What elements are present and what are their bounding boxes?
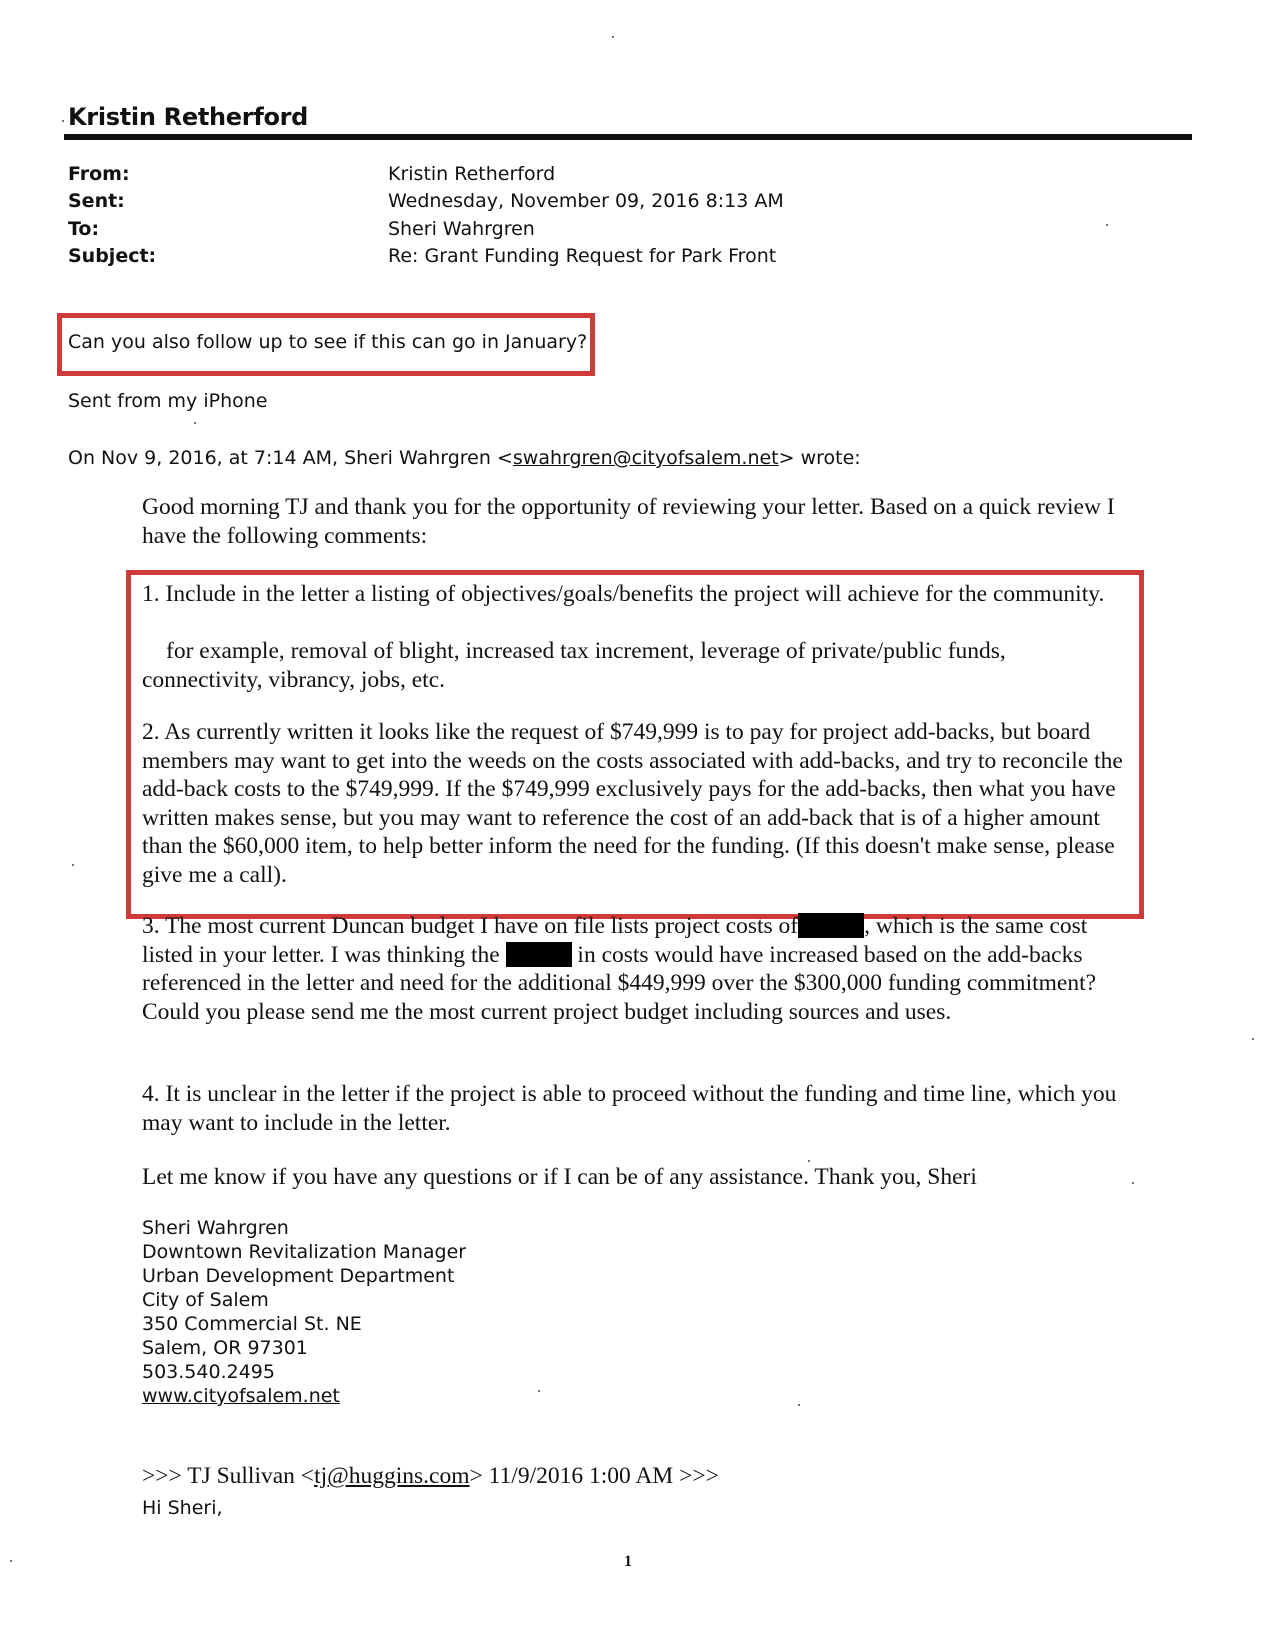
quoted-email-link[interactable]: tj@huggins.com	[314, 1463, 470, 1489]
sent-label: Sent:	[68, 190, 125, 212]
heading-rule	[64, 134, 1192, 140]
scan-speck	[194, 422, 196, 424]
comment-4: 4. It is unclear in the letter if the project is able to proceed without the funding and time line, which you may want to include in the letter.	[142, 1081, 1117, 1136]
comment-3-part3: in costs would have increased based on the add-backs referenced in the letter and need for the additional $449,999 over the $300,000 funding commitment? Could you please send me the most current project budget including sources and uses.	[142, 941, 1097, 1025]
from-label: From:	[68, 163, 130, 185]
quoted-header-suffix: > 11/9/2016 1:00 AM >>>	[469, 1463, 719, 1489]
signature-title: Downtown Revitalization Manager	[142, 1241, 467, 1263]
redaction-bar	[798, 913, 864, 938]
comment-3-part2: , which is the same cost listed in your letter. I was thinking the	[142, 913, 1088, 968]
signature-phone: 503.540.2495	[142, 1361, 275, 1383]
comment-3-part1: 3. The most current Duncan budget I have on file lists project costs of	[142, 913, 799, 939]
redaction-bar	[506, 942, 572, 967]
signature-name: Sheri Wahrgren	[142, 1217, 289, 1239]
signature-website-link[interactable]: www.cityofsalem.net	[142, 1385, 340, 1407]
greeting-paragraph: Good morning TJ and thank you for the opportunity of reviewing your letter. Based on a quick review I have the following comments:	[142, 494, 1115, 549]
quote-intro-email-link[interactable]: swahrgren@cityofsalem.net	[512, 447, 779, 469]
scan-speck	[1106, 224, 1108, 226]
sent-from-line: Sent from my iPhone	[68, 390, 268, 412]
scan-speck	[62, 120, 64, 122]
to-label: To:	[68, 218, 100, 240]
comment-2: 2. As currently written it looks like the request of $749,999 is to pay for project add-backs, but board members may want to get into the weeds on the costs associated with add-backs, and try to reconcile the add-back costs to the $749,999. If the $749,999 exclusively pays for the add-backs, then what you have written makes sense, but you may want to reference the cost of an add-back that is of a higher amount than the $60,000 item, to help better inform the need for the funding. (If this doesn't make sense, please give me a call).	[142, 719, 1123, 888]
followup-message: Can you also follow up to see if this can go in January?	[68, 331, 588, 353]
quote-intro-suffix: > wrote:	[778, 447, 861, 469]
from-value: Kristin Retherford	[388, 163, 556, 185]
comment-3	[142, 912, 1142, 1026]
signature-address-line1: 350 Commercial St. NE	[142, 1313, 362, 1335]
quoted-header-prefix: >>> TJ Sullivan <	[142, 1463, 315, 1489]
comment-1-examples: for example, removal of blight, increased tax increment, leverage of private/public funds, connectivity, vibrancy, jobs, etc.	[142, 638, 1006, 693]
scan-speck	[798, 1404, 800, 1406]
sender-heading: Kristin Retherford	[68, 103, 309, 131]
signature-org: City of Salem	[142, 1289, 269, 1311]
comment-1-line1: 1. Include in the letter a listing of objectives/goals/benefits the project will achieve for the community.	[142, 581, 1105, 607]
scan-speck	[538, 1390, 540, 1392]
signature-department: Urban Development Department	[142, 1265, 455, 1287]
scan-speck	[72, 864, 74, 866]
subject-label: Subject:	[68, 245, 157, 267]
sent-value: Wednesday, November 09, 2016 8:13 AM	[388, 190, 784, 212]
scan-speck	[10, 1560, 12, 1562]
to-value: Sheri Wahrgren	[388, 218, 535, 240]
scan-speck	[1252, 1038, 1254, 1040]
scan-speck	[612, 36, 614, 38]
page-number: 1	[624, 1553, 632, 1570]
closing-line: Let me know if you have any questions or if I can be of any assistance. Thank you, Sheri	[142, 1164, 977, 1190]
quoted-greeting: Hi Sheri,	[142, 1497, 223, 1519]
quote-intro-line	[68, 447, 861, 469]
signature-address-line2: Salem, OR 97301	[142, 1337, 308, 1359]
scan-speck	[1132, 1182, 1134, 1184]
scan-speck	[808, 1160, 810, 1162]
quoted-message-header	[142, 1462, 1142, 1491]
quote-intro-prefix: On Nov 9, 2016, at 7:14 AM, Sheri Wahrgren <	[68, 447, 513, 469]
subject-value: Re: Grant Funding Request for Park Front	[388, 245, 777, 267]
